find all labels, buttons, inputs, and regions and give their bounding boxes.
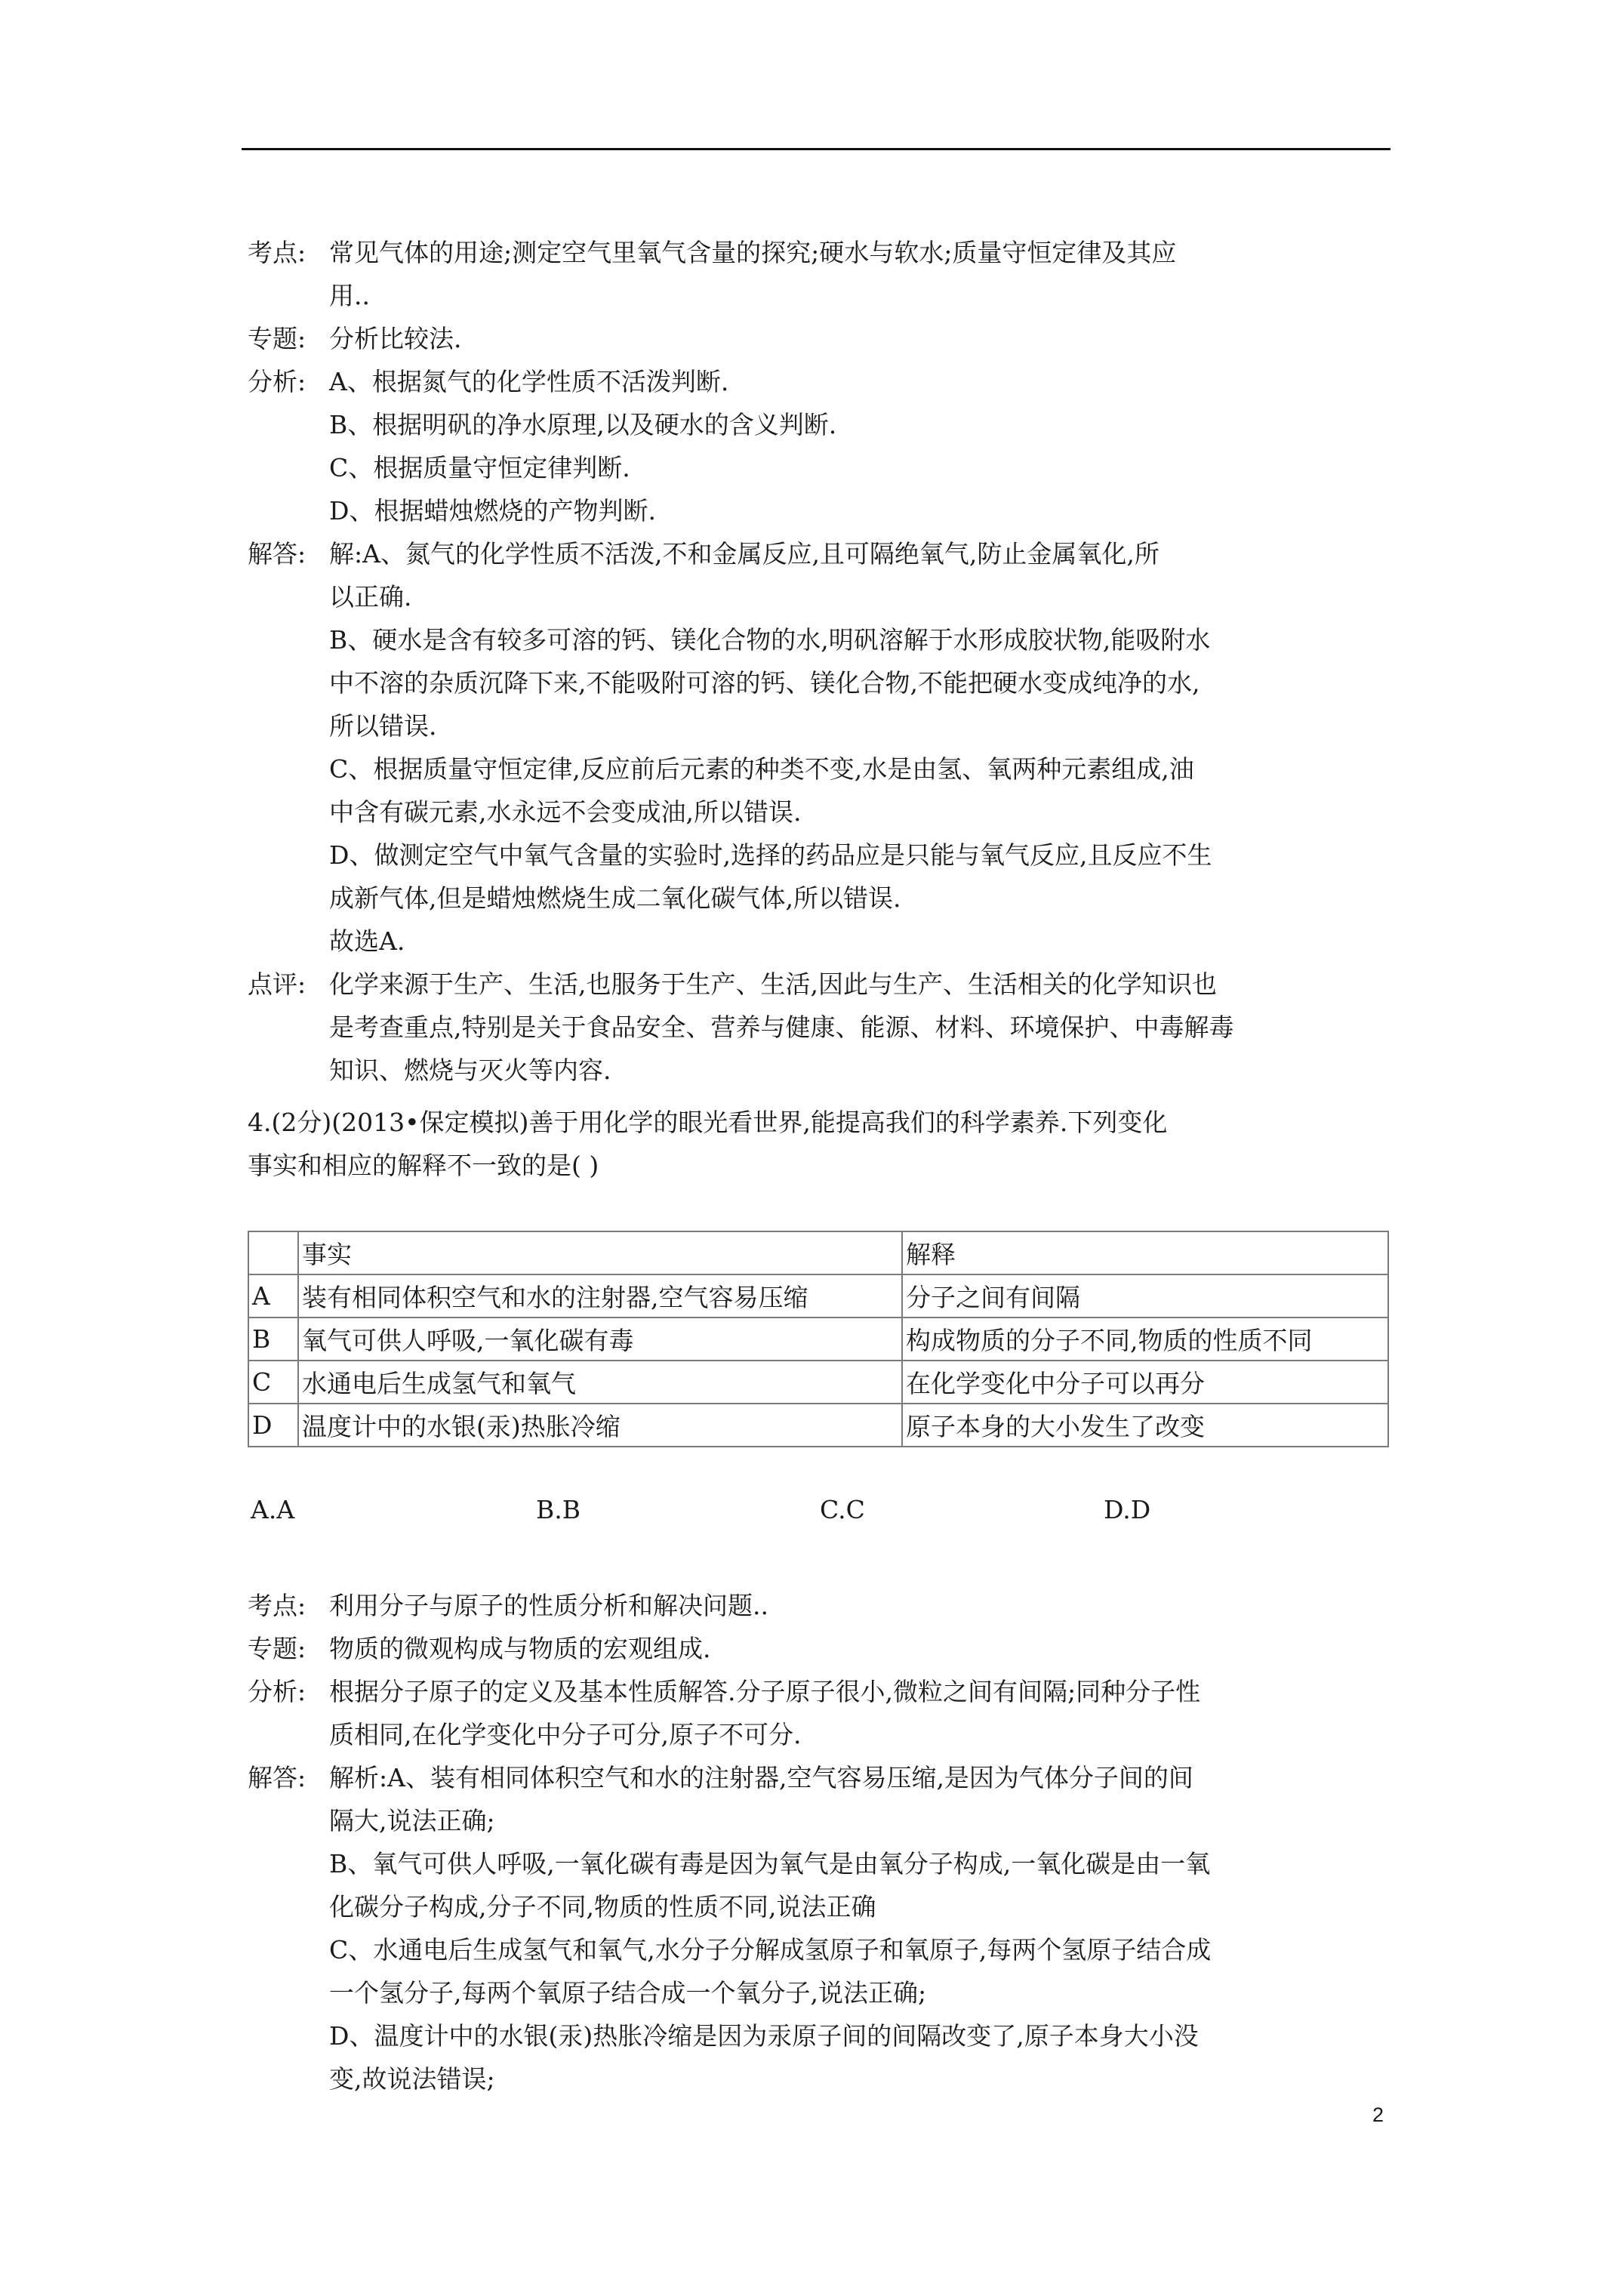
dianping-first: 化学来源于生产、生活,也服务于生产、生活,因此与生产、生活相关的化学知识也 bbox=[329, 969, 1217, 999]
kaodian-text: 利用分子与原子的性质分析和解决问题.. bbox=[329, 1591, 768, 1620]
jieda-line: 变,故说法错误; bbox=[329, 2064, 495, 2094]
table-header-cell: 事实 bbox=[298, 1231, 902, 1274]
table-row bbox=[248, 1404, 1388, 1447]
option-a[interactable]: A.A bbox=[251, 1495, 295, 1524]
table-row bbox=[248, 1274, 1388, 1318]
fenxi-row bbox=[248, 1670, 1395, 1713]
jieda-row bbox=[248, 532, 1395, 575]
kaodian-row bbox=[248, 231, 1395, 274]
fenxi-line: A、根据氮气的化学性质不活泼判断. bbox=[329, 367, 729, 396]
option-d[interactable]: D.D bbox=[1104, 1495, 1151, 1524]
jieda-line: 所以错误. bbox=[329, 711, 437, 741]
table-cell: 在化学变化中分子可以再分 bbox=[902, 1361, 1388, 1404]
facts-table bbox=[248, 1231, 1389, 1447]
jieda-line: B、氧气可供人呼吸,一氧化碳有毒是因为氧气是由氧分子构成,一氧化碳是由一氧 bbox=[329, 1849, 1211, 1878]
table-cell: 水通电后生成氢气和氧气 bbox=[298, 1361, 902, 1404]
table-cell: 构成物质的分子不同,物质的性质不同 bbox=[902, 1318, 1388, 1361]
jieda-line: 隔大,说法正确; bbox=[329, 1806, 495, 1835]
q4-analysis bbox=[248, 1584, 1395, 2100]
table-cell: B bbox=[248, 1318, 298, 1361]
table-cell: 温度计中的水银(汞)热胀冷缩 bbox=[298, 1404, 902, 1447]
kaodian-cont: 用.. bbox=[329, 281, 370, 310]
table-header-row bbox=[248, 1231, 1388, 1274]
jieda-line: D、做测定空气中氧气含量的实验时,选择的药品应是只能与氧气反应,且反应不生 bbox=[329, 840, 1212, 870]
table-row bbox=[248, 1318, 1388, 1361]
fenxi-first: 根据分子原子的定义及基本性质解答.分子原子很小,微粒之间有间隔;同种分子性 bbox=[329, 1677, 1201, 1706]
jieda-first: 解:A、氮气的化学性质不活泼,不和金属反应,且可隔绝氧气,防止金属氧化,所 bbox=[329, 539, 1160, 569]
table-cell: A bbox=[248, 1274, 298, 1318]
jieda-first: 解析:A、装有相同体积空气和水的注射器,空气容易压缩,是因为气体分子间的间 bbox=[329, 1763, 1193, 1792]
fenxi-line: B、根据明矾的净水原理,以及硬水的含义判断. bbox=[329, 410, 837, 439]
jieda-line: 一个氢分子,每两个氧原子结合成一个氧分子,说法正确; bbox=[329, 1978, 927, 2008]
table-row bbox=[248, 1361, 1388, 1404]
dianping-row bbox=[248, 963, 1395, 1006]
table-cell: 装有相同体积空气和水的注射器,空气容易压缩 bbox=[298, 1274, 902, 1318]
fenxi-line: 质相同,在化学变化中分子可分,原子不可分. bbox=[329, 1720, 802, 1749]
zhuanti-label: 专题: bbox=[248, 1634, 306, 1663]
jieda-line: C、水通电后生成氢气和氧气,水分子分解成氢原子和氧原子,每两个氢原子结合成 bbox=[329, 1935, 1212, 1965]
kaodian-label: 考点: bbox=[248, 1591, 306, 1620]
q4-stem-line2: 事实和相应的解释不一致的是( ) bbox=[248, 1151, 599, 1180]
q4-stem bbox=[248, 1101, 1395, 1187]
q3-analysis bbox=[248, 231, 1395, 1092]
dianping-label: 点评: bbox=[248, 969, 306, 999]
jieda-line: 成新气体,但是蜡烛燃烧生成二氧化碳气体,所以错误. bbox=[329, 883, 901, 913]
jieda-line: 中不溶的杂质沉降下来,不能吸附可溶的钙、镁化合物,不能把硬水变成纯净的水, bbox=[329, 668, 1200, 698]
fenxi-label: 分析: bbox=[248, 367, 306, 396]
kaodian-text: 常见气体的用途;测定空气里氧气含量的探究;硬水与软水;质量守恒定律及其应 bbox=[329, 238, 1177, 267]
table-cell: 氧气可供人呼吸,一氧化碳有毒 bbox=[298, 1318, 902, 1361]
jieda-line: C、根据质量守恒定律,反应前后元素的种类不变,水是由氢、氧两种元素组成,油 bbox=[329, 754, 1194, 784]
jieda-line: D、温度计中的水银(汞)热胀冷缩是因为汞原子间的间隔改变了,原子本身大小没 bbox=[329, 2021, 1199, 2051]
zhuanti-label: 专题: bbox=[248, 324, 306, 353]
dianping-line: 知识、燃烧与灭火等内容. bbox=[329, 1056, 611, 1085]
table-cell: 分子之间有间隔 bbox=[902, 1274, 1388, 1318]
header-rule bbox=[242, 148, 1390, 150]
zhuanti-text: 物质的微观构成与物质的宏观组成. bbox=[329, 1634, 711, 1663]
table-cell: C bbox=[248, 1361, 298, 1404]
fenxi-label: 分析: bbox=[248, 1677, 306, 1706]
jieda-row bbox=[248, 1756, 1395, 1799]
jieda-label: 解答: bbox=[248, 539, 306, 569]
q4-stem-line1: 4.(2分)(2013•保定模拟)善于用化学的眼光看世界,能提高我们的科学素养.下列变化 bbox=[248, 1108, 1168, 1137]
fenxi-line: C、根据质量守恒定律判断. bbox=[329, 453, 630, 482]
table-header-cell: 解释 bbox=[902, 1231, 1388, 1274]
jieda-line: 故选A. bbox=[329, 926, 405, 956]
zhuanti-row bbox=[248, 317, 1395, 360]
table-cell: 原子本身的大小发生了改变 bbox=[902, 1404, 1388, 1447]
kaodian-label: 考点: bbox=[248, 238, 306, 267]
page-number: 2 bbox=[1372, 2103, 1384, 2126]
fenxi-row bbox=[248, 360, 1395, 403]
jieda-line: 中含有碳元素,水永远不会变成油,所以错误. bbox=[329, 797, 802, 827]
table-header-cell bbox=[248, 1231, 298, 1274]
jieda-label: 解答: bbox=[248, 1763, 306, 1792]
q4-options bbox=[0, 1495, 1623, 1533]
jieda-line: 以正确. bbox=[329, 582, 412, 612]
table-cell: D bbox=[248, 1404, 298, 1447]
zhuanti-row bbox=[248, 1627, 1395, 1670]
option-c[interactable]: C.C bbox=[820, 1495, 865, 1524]
zhuanti-text: 分析比较法. bbox=[329, 324, 462, 353]
kaodian-row bbox=[248, 1584, 1395, 1627]
dianping-line: 是考查重点,特别是关于食品安全、营养与健康、能源、材料、环境保护、中毒解毒 bbox=[329, 1012, 1234, 1042]
option-b[interactable]: B.B bbox=[536, 1495, 581, 1524]
fenxi-line: D、根据蜡烛燃烧的产物判断. bbox=[329, 496, 656, 525]
jieda-line: 化碳分子构成,分子不同,物质的性质不同,说法正确 bbox=[329, 1892, 876, 1922]
jieda-line: B、硬水是含有较多可溶的钙、镁化合物的水,明矾溶解于水形成胶状物,能吸附水 bbox=[329, 625, 1211, 655]
